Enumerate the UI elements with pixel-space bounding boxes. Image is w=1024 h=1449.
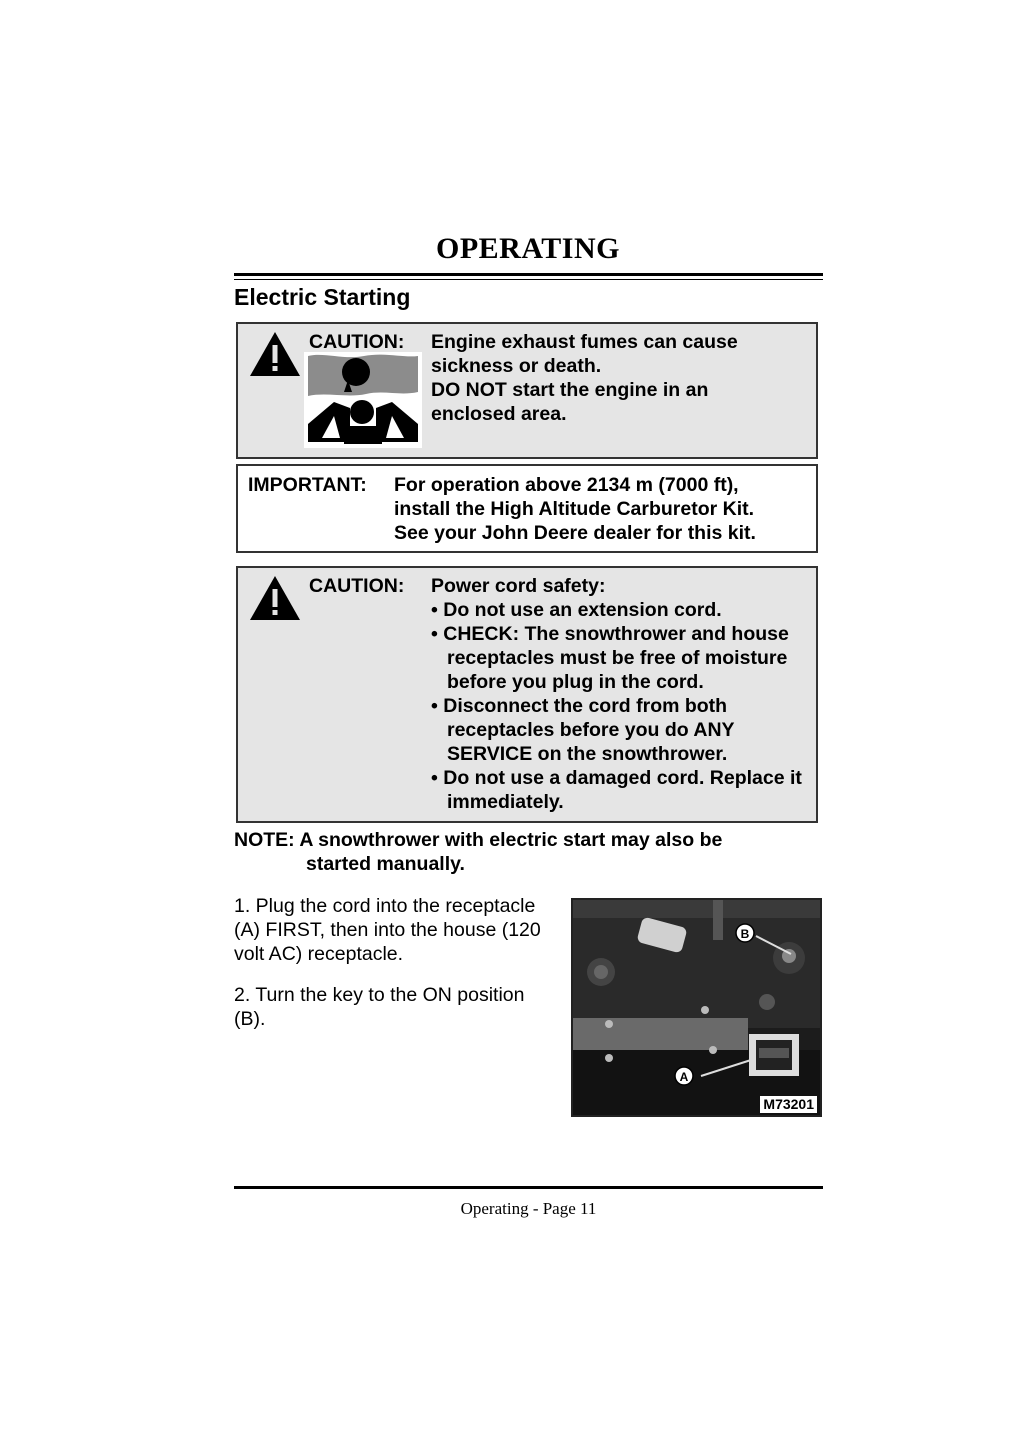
caution-bullet: • Do not use an extension cord.	[431, 599, 722, 621]
caution-line: enclosed area.	[431, 403, 567, 425]
important-line: For operation above 2134 m (7000 ft),	[394, 474, 739, 496]
note-line: NOTE: A snowthrower with electric start may also be	[234, 829, 723, 851]
caution-line: Engine exhaust fumes can cause	[431, 331, 738, 353]
header-rule	[234, 273, 823, 276]
important-box	[236, 464, 818, 553]
warning-triangle-icon	[248, 574, 302, 622]
warning-triangle-icon	[248, 330, 302, 378]
header-rule-thin	[234, 279, 823, 280]
caution-label: CAUTION:	[309, 575, 405, 597]
callout-b: B	[740, 927, 750, 941]
caution-box-power-cord	[236, 566, 818, 823]
caution-heading: Power cord safety:	[431, 575, 606, 597]
caution-line: sickness or death.	[431, 355, 602, 377]
instruction-steps	[234, 894, 554, 1048]
caution-line: DO NOT start the engine in an	[431, 379, 709, 401]
important-line: install the High Altitude Carburetor Kit.	[394, 498, 755, 520]
caution-bullet: • CHECK: The snowthrower and house receptacles must be free of moisture before you plug in the cord.	[431, 623, 789, 693]
caution-bullet: • Disconnect the cord from both receptacles before you do ANY SERVICE on the snowthrower.	[431, 695, 735, 765]
note	[234, 828, 722, 876]
caution-bullet: • Do not use a damaged cord. Replace it immediately.	[431, 767, 802, 813]
exhaust-fumes-hazard-icon	[304, 352, 422, 448]
photo-code: M73201	[760, 1096, 817, 1113]
callout-a: A	[679, 1070, 689, 1084]
important-text	[394, 473, 756, 545]
important-line: See your John Deere dealer for this kit.	[394, 522, 756, 544]
caution-box-exhaust	[236, 322, 818, 459]
important-label: IMPORTANT:	[248, 474, 367, 496]
caution-text	[431, 330, 738, 426]
page-footer: Operating - Page 11	[460, 1199, 597, 1218]
section-title: Electric Starting	[234, 284, 411, 310]
caution-label: CAUTION:	[309, 331, 405, 353]
control-panel-photo	[571, 898, 822, 1117]
footer-rule	[234, 1186, 823, 1189]
page-title: OPERATING	[436, 232, 620, 265]
note-line: started manually.	[306, 853, 465, 875]
step-item: 2. Turn the key to the ON position (B).	[234, 984, 525, 1030]
photo-illustration	[573, 900, 822, 1117]
caution-text	[431, 574, 816, 814]
step-item: 1. Plug the cord into the receptacle (A) FIRST, then into the house (120 volt AC) receptacle.	[234, 895, 541, 965]
